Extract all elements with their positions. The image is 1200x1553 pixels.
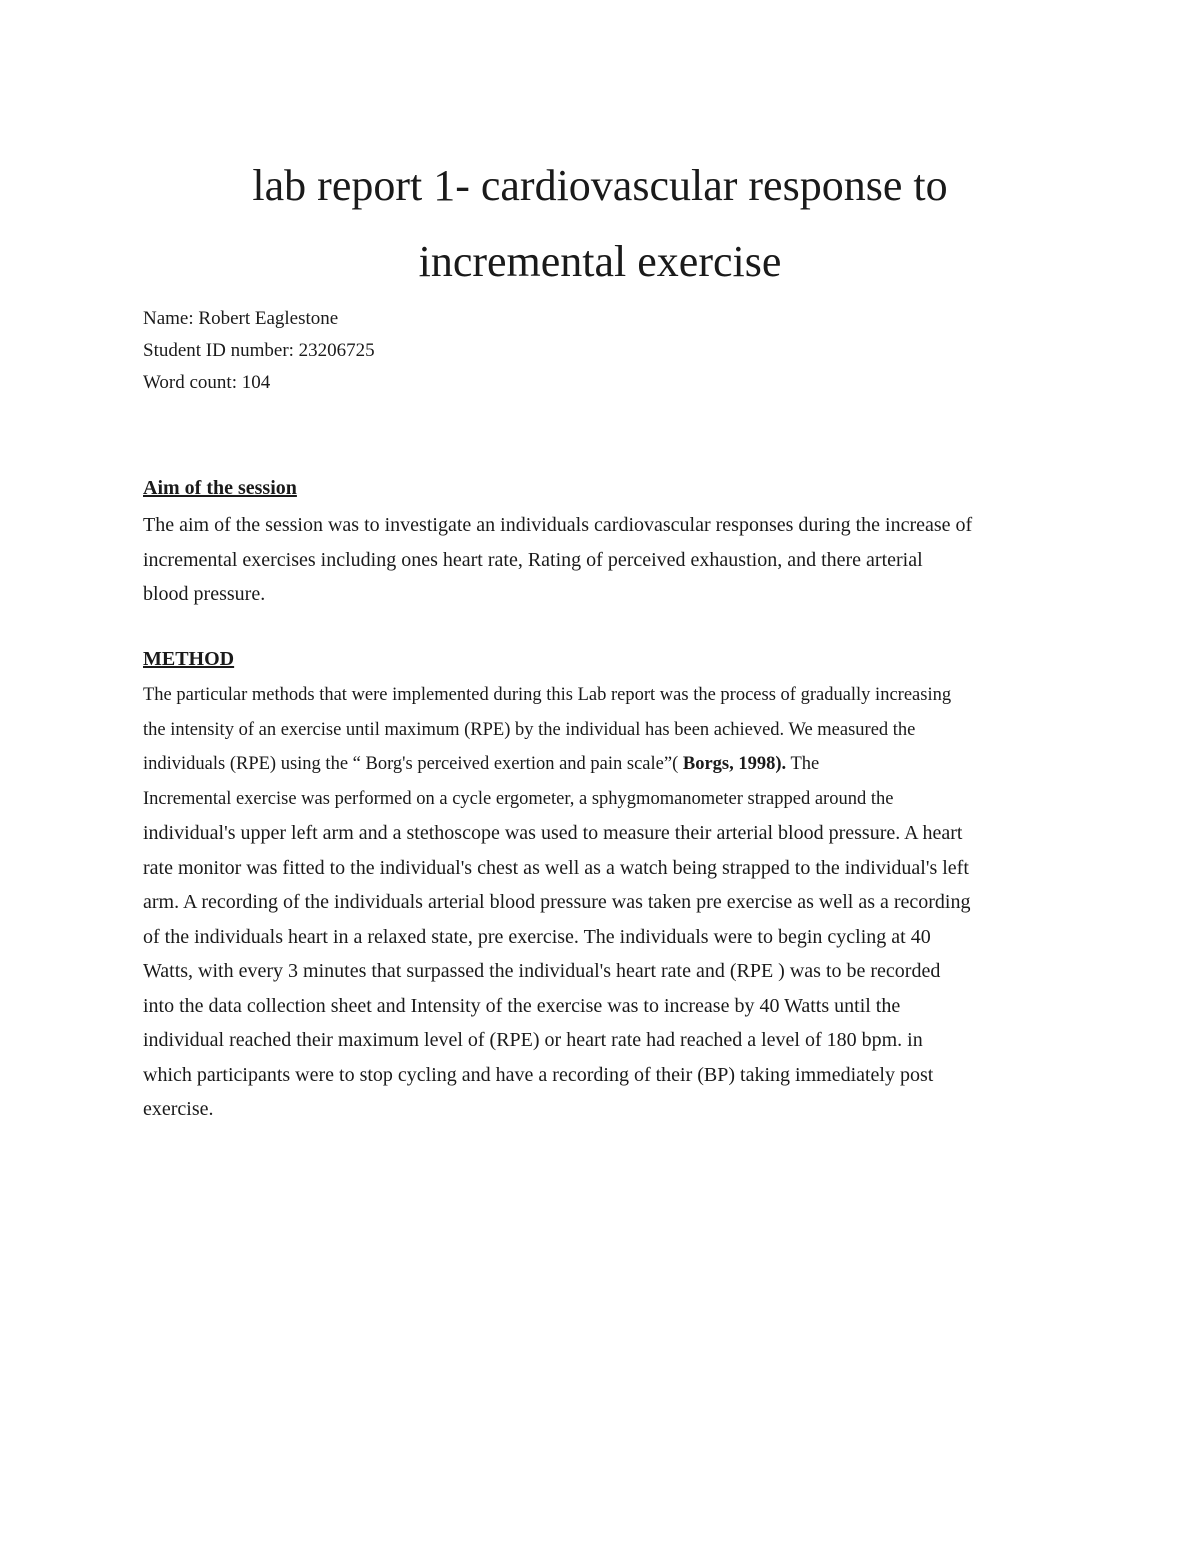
word-count: Word count: 104 [143, 372, 271, 393]
method-line-10: into the data collection sheet and Intensity of the exercise was to increase by 40 Watts until the [143, 994, 901, 1017]
method-line-12: which participants were to stop cycling and have a recording of their (BP) taking immediately post [143, 1063, 934, 1086]
method-line-8: of the individuals heart in a relaxed state, pre exercise. The individuals were to begin cycling at 40 [143, 925, 931, 948]
aim-paragraph [143, 508, 1063, 612]
method-line-9: Watts, with every 3 minutes that surpassed the individual's heart rate and (RPE ) was to be recorded [143, 960, 941, 982]
title-line-1: lab report 1- cardiovascular response to [252, 161, 948, 210]
aim-line-2: incremental exercises including ones heart rate, Rating of perceived exhaustion, and there arterial [143, 548, 923, 571]
author-info [143, 303, 375, 399]
author-name: Name: Robert Eaglestone [143, 308, 339, 329]
method-paragraph [143, 678, 1063, 1127]
document-title [150, 148, 1050, 300]
aim-line-3: blood pressure. [143, 583, 266, 605]
method-line-6: rate monitor was fitted to the individual's chest as well as a watch being strapped to the individual's left [143, 856, 969, 879]
citation: Borgs, 1998). [682, 754, 787, 774]
student-id: Student ID number: 23206725 [143, 340, 375, 361]
method-line-7: arm. A recording of the individuals arterial blood pressure was taken pre exercise as well as a recording [143, 891, 971, 913]
method-line-3-text: individuals (RPE) using the “ Borg's perceived exertion and pain scale”( [143, 754, 683, 774]
method-heading: METHOD [143, 648, 235, 670]
method-line-1: The particular methods that were implemented during this Lab report was the process of gradually increasing [143, 685, 952, 705]
method-line-11: individual reached their maximum level of (RPE) or heart rate had reached a level of 180 bpm. in [143, 1029, 923, 1051]
method-line-3 [143, 747, 1063, 782]
method-line-5: individual's upper left arm and a stethoscope was used to measure their arterial blood pressure. A heart [143, 822, 963, 844]
method-line-13: exercise. [143, 1098, 214, 1120]
method-line-3-tail: The [786, 754, 820, 774]
aim-heading: Aim of the session [143, 477, 297, 499]
method-line-2: the intensity of an exercise until maximum (RPE) by the individual has been achieved. We measured the [143, 719, 916, 740]
method-line-4: Incremental exercise was performed on a cycle ergometer, a sphygmomanometer strapped around the [143, 788, 894, 809]
aim-line-1: The aim of the session was to investigate an individuals cardiovascular responses during the increase of [143, 514, 973, 536]
title-line-2: incremental exercise [418, 237, 782, 286]
